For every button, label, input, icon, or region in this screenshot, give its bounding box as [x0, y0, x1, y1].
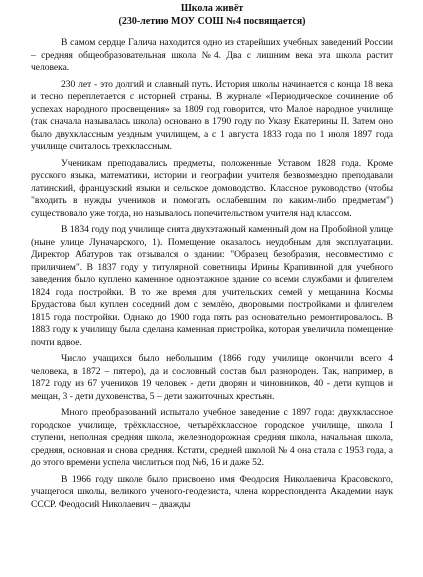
document-title: Школа живёт	[180, 3, 244, 14]
paragraph-history: 230 лет - это долгий и славный путь. История школы начинается с конца 18 века и тесно переплетается с историей страны. В журнале «Периодическое сочинение об успехах народного просвещения» за 1809 год говорится, что Малое народное училище (так сначала называлась школа) основано в 1790 году по Указу Екатерины II. Затем оно было двухклассным уездным училищем, а с 1 августа 1833 года по 1 июля 1897 года училище считалось трехклассным.	[31, 78, 393, 152]
paragraph-krasovsky: В 1966 году школе было присвоено имя Феодосия Николаевича Красовского, учащегося школы, великого ученого-геодезиста, члена корреспондента Академии наук СССР. Феодосий Николаевич – дважды	[31, 473, 393, 510]
paragraph-transformations: Много преобразований испытало учебное заведение с 1897 года: двухклассное городское училище, трёхклассное, четырёхклассное городское училище, школа I ступени, неполная средняя школа, железнодорожная средняя школа, начальная школа, средняя, основная и снова средняя. Кстати, средней школой № 4 она стала с 1953 года, а до этого времени успела числиться под №6, 16 и даже 52.	[31, 407, 393, 468]
paragraph-intro: В самом сердце Галича находится одно из старейших учебных заведений России – средняя общеобразовательная школа №4. Два с лишним века эта школа растит человека.	[31, 37, 393, 73]
paragraph-students: Число учащихся было небольшим (1866 году училище окончили всего 4 человека, в 1872 – пятеро), да и сословный состав был разнороден. Так, например, в 1872 году из 67 учеников 19 человек - дети дворян и чиновников, 40 - дети купцов и мещан, 3 - дети духовенства, 5 – дети зажиточных крестьян.	[31, 353, 393, 402]
paragraph-subjects: Ученикам преподавались предметы, положенные Уставом 1828 года. Кроме русского языка, математики, истории и географии учителя безвозмездно преподавали латинский, французский языки и сельское домоводство. Классное руководство (чтобы "входить в нужды учеников и помогать ослабевшим по каким-либо предметам") существовало уже тогда, но называлось попечительством учителя над классом.	[31, 157, 393, 219]
document-subtitle: (230-летию МОУ СОШ №4 посвящается)	[118, 15, 306, 27]
paragraph-buildings: В 1834 году под училище снята двухэтажный каменный дом на Пробойной улице (ныне улице Луначарского, 1). Помещение оказалось неудобным для эксплуатации. Директор Абатуров так отзывался о здании: "Образец безобразия, несовместимо с приличием". В 1837 году у титулярной советницы Ирины Крапивиной для учебного заведения было куплено каменное одноэтажное здание со всеми службами и флигелем 1824 года постройки. В то же время для учительских семей у мещанина Космы Брудастова был куплен соседний дом с землёю, дворовыми постройками и флигелем 1815 года постройки. Однако до 1900 года пять раз основательно ремонтировалось. В 1883 году к училищу была сделана каменная пристройка, которая увеличила помещение почти вдвое.	[31, 224, 393, 348]
